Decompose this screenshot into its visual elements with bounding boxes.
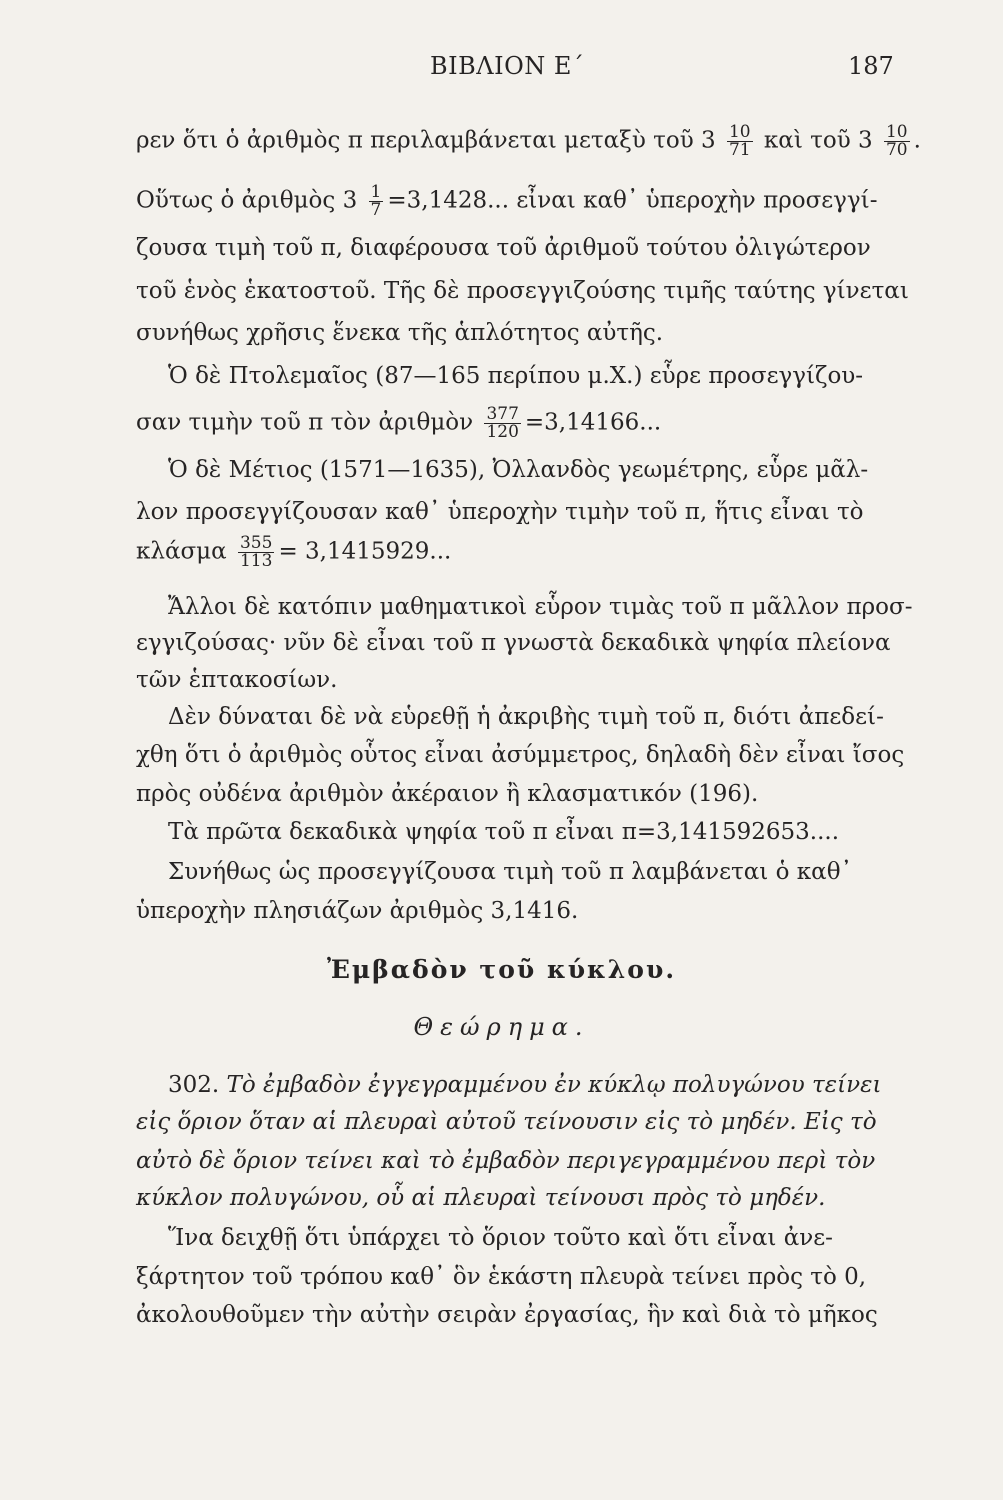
text-segment: =3,14166...: [524, 409, 662, 436]
text-line: ζουσα τιμὴ τοῦ π, διαφέρουσα τοῦ ἀριθμοῦ τούτου ὀλιγώτερον: [136, 235, 871, 261]
text-line: [136, 406, 911, 441]
text-segment: καὶ τοῦ 3: [763, 127, 873, 154]
theorem-line: αὐτὸ δὲ ὅριον τείνει καὶ τὸ ἐμβαδὸν περιγεγραμμένου περὶ τὸν: [136, 1148, 876, 1174]
proof-line: ἀκολουθοῦμεν τὴν αὐτὴν σειρὰν ἐργασίας, ἣν καὶ διὰ τὸ μῆκος: [136, 1302, 878, 1328]
text-segment: σαν τιμὴν τοῦ π τὸν ἀριθμὸν: [136, 409, 474, 436]
proof-line: Ἵνα δειχθῇ ὅτι ὑπάρχει τὸ ὅριον τοῦτο καὶ ὅτι εἶναι ἀνε-: [168, 1225, 833, 1251]
text-line: Ἄλλοι δὲ κατόπιν μαθηματικοὶ εὗρον τιμὰς τοῦ π μᾶλλον προσ-: [168, 594, 913, 620]
fraction-denominator: 120: [486, 422, 519, 442]
text-segment: Οὕτως ὁ ἀριθμὸς 3: [136, 187, 358, 214]
fraction: [884, 124, 910, 159]
fraction-denominator: 113: [239, 551, 273, 571]
text-line: συνήθως χρῆσις ἕνεκα τῆς ἁπλότητος αὐτῆς.: [136, 320, 664, 346]
fraction-numerator: 355: [239, 533, 273, 553]
text-line: [136, 535, 911, 570]
text-segment: .: [913, 127, 921, 154]
text-line: [136, 122, 921, 160]
text-line: πρὸς οὐδένα ἀριθμὸν ἀκέραιον ἢ κλασματικόν (196).: [136, 781, 759, 807]
text-segment: κλάσμα: [136, 538, 227, 565]
fraction-denominator: 71: [728, 140, 751, 160]
theorem-line: [168, 1070, 943, 1100]
text-line: Συνήθως ὡς προσεγγίζουσα τιμὴ τοῦ π λαμβάνεται ὁ καθ᾽: [168, 859, 853, 885]
text-line: [136, 184, 911, 219]
text-segment: =3,1428... εἶναι καθ᾽ ὑπεροχὴν προσεγγί-: [387, 187, 878, 214]
fraction: [369, 184, 384, 219]
fraction-denominator: 70: [885, 140, 908, 160]
text-line: ὑπεροχὴν πλησιάζων ἀριθμὸς 3,1416.: [136, 898, 579, 924]
text-line: εγγιζούσας· νῦν δὲ εἶναι τοῦ π γνωστὰ δεκαδικὰ ψηφία πλείονα: [136, 630, 891, 656]
fraction-denominator: 7: [370, 200, 382, 220]
text-line: χθη ὅτι ὁ ἀριθμὸς οὗτος εἶναι ἀσύμμετρος, δηλαδὴ δὲν εἶναι ἴσος: [136, 742, 905, 768]
text-segment: = 3,1415929...: [278, 538, 452, 565]
running-title: ΒΙΒΛΙΟΝ Ε΄: [430, 52, 585, 80]
page-number: 187: [848, 52, 894, 80]
theorem-text: Τὸ ἐμβαδὸν ἐγγεγραμμένου ἐν κύκλῳ πολυγώνου τείνει: [226, 1072, 882, 1098]
theorem-title: Θεώρημα.: [413, 1013, 590, 1041]
text-line: Ὁ δὲ Μέτιος (1571—1635), Ὀλλανδὸς γεωμέτρης, εὗρε μᾶλ-: [168, 457, 869, 483]
theorem-number: 302.: [168, 1072, 220, 1098]
text-line: τῶν ἑπτακοσίων.: [136, 667, 338, 693]
proof-line: ξάρτητον τοῦ τρόπου καθ᾽ ὃν ἑκάστη πλευρὰ τείνει πρὸς τὸ 0,: [136, 1264, 867, 1290]
fraction-numerator: 1: [370, 182, 382, 202]
fraction: [238, 535, 274, 570]
fraction-numerator: 10: [885, 122, 908, 142]
text-segment: ρεν ὅτι ὁ ἀριθμὸς π περιλαμβάνεται μεταξὺ τοῦ 3: [136, 127, 716, 154]
text-line: Δὲν δύναται δὲ νὰ εὑρεθῇ ἡ ἀκριβὴς τιμὴ τοῦ π, διότι ἀπεδεί-: [168, 704, 884, 730]
text-line: Τὰ πρῶτα δεκαδικὰ ψηφία τοῦ π εἶναι π=3,141592653....: [168, 819, 840, 845]
theorem-line: κύκλον πολυγώνου, οὗ αἱ πλευραὶ τείνουσι πρὸς τὸ μηδέν.: [136, 1185, 826, 1211]
fraction-numerator: 10: [728, 122, 751, 142]
fraction: [484, 406, 520, 441]
text-line: λον προσεγγίζουσαν καθ᾽ ὑπεροχὴν τιμὴν τοῦ π, ἥτις εἶναι τὸ: [136, 499, 864, 525]
fraction: [727, 124, 753, 159]
theorem-line: εἰς ὅριον ὅταν αἱ πλευραὶ αὐτοῦ τείνουσιν εἰς τὸ μηδέν. Εἰς τὸ: [136, 1109, 877, 1135]
page-header: [0, 52, 1003, 88]
fraction-numerator: 377: [486, 404, 519, 424]
section-heading: Ἐμβαδὸν τοῦ κύκλου.: [326, 955, 677, 984]
text-line: τοῦ ἑνὸς ἑκατοστοῦ. Τῆς δὲ προσεγγιζούσης τιμῆς ταύτης γίνεται: [136, 278, 909, 304]
text-line: Ὁ δὲ Πτολεμαῖος (87—165 περίπου μ.Χ.) εὗρε προσεγγίζου-: [168, 363, 864, 389]
